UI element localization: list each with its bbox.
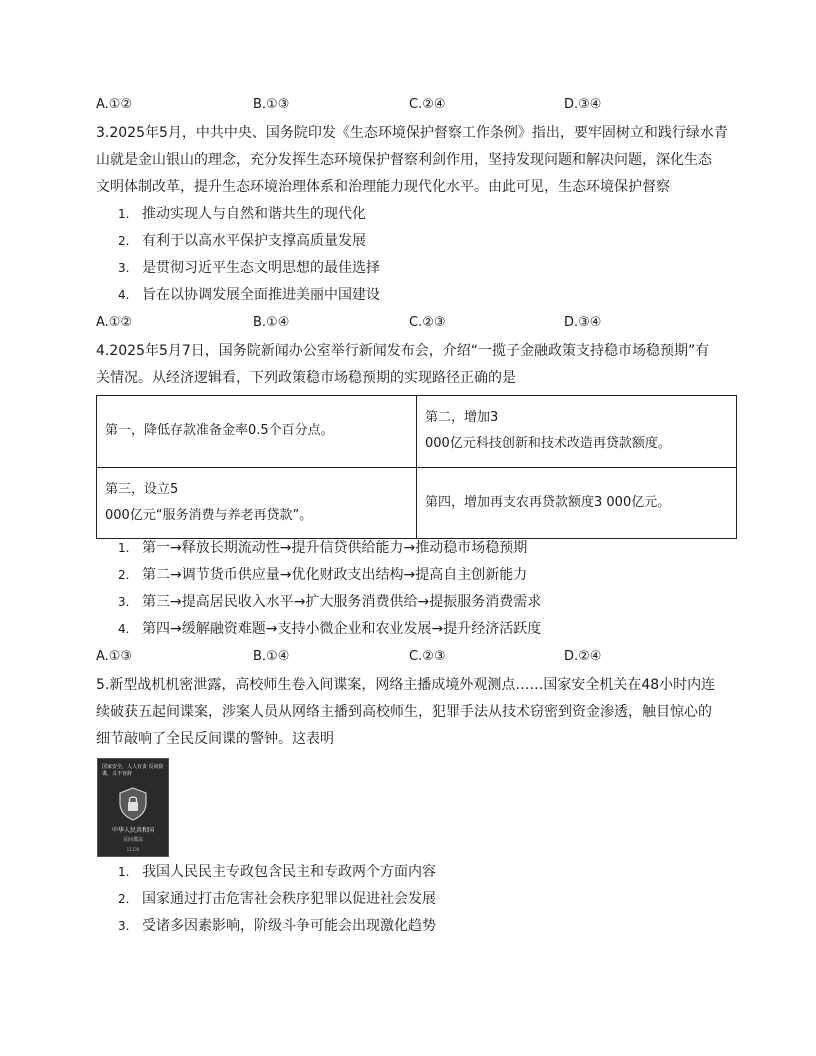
item-number: 2. bbox=[118, 234, 130, 248]
q3-item-4 bbox=[118, 285, 380, 305]
item-text: 国家通过打击危害社会秩序犯罪以促进社会发展 bbox=[142, 891, 436, 907]
item-number: 1. bbox=[118, 541, 130, 555]
q5-item-2 bbox=[118, 889, 436, 909]
cell-text: 第三，设立5 bbox=[105, 481, 179, 497]
poster-brand: 中华人民共和国 bbox=[111, 827, 154, 834]
item-text: 我国人民民主专政包含民主和专政两个方面内容 bbox=[142, 864, 436, 880]
policy-cell-4 bbox=[417, 467, 737, 539]
q4-stem-line: 4.2025年5月7日，国务院新闻办公室举行新闻发布会，介绍“一揽子金融政策支持稳市场稳预期”有 bbox=[96, 343, 710, 359]
q3-item-3 bbox=[118, 258, 380, 278]
item-text: 第二→调节货币供应量→优化财政支出结构→提高自主创新能力 bbox=[142, 567, 528, 583]
item-number: 1. bbox=[118, 865, 130, 879]
item-text: 受诸多因素影响，阶级斗争可能会出现激化趋势 bbox=[142, 918, 436, 934]
item-text: 第四→缓解融资难题→支持小微企业和农业发展→提升经济活跃度 bbox=[142, 621, 542, 637]
item-text: 第三→提高居民收入水平→扩大服务消费供给→提振服务消费需求 bbox=[142, 594, 542, 610]
option-a: A.①② bbox=[96, 97, 133, 112]
q3-stem-line: 3.2025年5月，中共中央、国务院印发《生态环境保护督察工作条例》指出，要牢固树立和践行绿水青 bbox=[96, 125, 728, 141]
cell-text: 第二，增加3 bbox=[425, 410, 499, 426]
poster-subtitle: 反间谍法 bbox=[122, 837, 143, 843]
item-text: 旨在以协调发展全面推进美丽中国建设 bbox=[142, 287, 380, 303]
option-b: B.①④ bbox=[253, 315, 290, 330]
poster-slogan: 国家安全，人人有责 反间防谍，义不容辞 bbox=[102, 764, 164, 777]
cell-text: 第四，增加再支农再贷款额度3 000亿元。 bbox=[425, 494, 671, 510]
option-d: D.③④ bbox=[564, 97, 602, 112]
q3-item-2 bbox=[118, 231, 366, 251]
q5-stem-line: 细节敲响了全民反间谍的警钟。这表明 bbox=[96, 731, 334, 747]
item-text: 推动实现人与自然和谐共生的现代化 bbox=[142, 206, 366, 222]
shield-lock-icon bbox=[118, 787, 148, 821]
item-number: 3. bbox=[118, 919, 130, 933]
q3-stem-line: 文明体制改革，提升生态环境治理体系和治理能力现代化水平。由此可见，生态环境保护督察 bbox=[96, 179, 670, 195]
anti-espionage-poster bbox=[97, 758, 169, 857]
q5-item-1 bbox=[118, 862, 436, 882]
option-c: C.②③ bbox=[409, 649, 446, 664]
poster-footer: 12339 bbox=[126, 847, 140, 852]
option-d: D.②④ bbox=[564, 649, 602, 664]
option-d: D.③④ bbox=[564, 315, 602, 330]
option-c: C.②③ bbox=[409, 315, 446, 330]
item-number: 4. bbox=[118, 288, 130, 302]
q3-stem-line: 山就是金山银山的理念，充分发挥生态环境保护督察利剑作用，坚持发现问题和解决问题，深化生态 bbox=[96, 152, 712, 168]
item-number: 3. bbox=[118, 261, 130, 275]
option-b: B.①③ bbox=[253, 97, 290, 112]
q3-item-1 bbox=[118, 204, 366, 224]
policy-cell-1 bbox=[97, 396, 417, 468]
policy-cell-2 bbox=[417, 396, 737, 468]
item-number: 3. bbox=[118, 595, 130, 609]
q3-options bbox=[96, 315, 736, 335]
cell-text: 000亿元“服务消费与养老再贷款”。 bbox=[105, 507, 313, 523]
q4-stem-line: 关情况。从经济逻辑看，下列政策稳市场稳预期的实现路径正确的是 bbox=[96, 370, 516, 386]
item-number: 2. bbox=[118, 892, 130, 906]
item-text: 是贯彻习近平生态文明思想的最佳选择 bbox=[142, 260, 380, 276]
q4-item-1 bbox=[118, 538, 527, 558]
cell-text: 第一，降低存款准备金率0.5个百分点。 bbox=[105, 423, 334, 439]
option-b: B.①④ bbox=[253, 649, 290, 664]
q4-item-2 bbox=[118, 565, 527, 585]
q5-item-3 bbox=[118, 916, 436, 936]
item-number: 1. bbox=[118, 207, 130, 221]
q4-item-4 bbox=[118, 619, 541, 639]
policy-table bbox=[96, 395, 737, 539]
cell-text: 000亿元科技创新和技术改造再贷款额度。 bbox=[425, 436, 671, 452]
option-a: A.①② bbox=[96, 315, 133, 330]
item-text: 第一→释放长期流动性→提升信贷供给能力→推动稳市场稳预期 bbox=[142, 540, 528, 556]
q2-options bbox=[96, 97, 736, 117]
item-number: 2. bbox=[118, 568, 130, 582]
option-c: C.②④ bbox=[409, 97, 446, 112]
option-a: A.①③ bbox=[96, 649, 133, 664]
item-number: 4. bbox=[118, 622, 130, 636]
item-text: 有利于以高水平保护支撑高质量发展 bbox=[142, 233, 366, 249]
q5-stem-line: 续破获五起间谍案，涉案人员从网络主播到高校师生，犯罪手法从技术窃密到资金渗透，触目惊心的 bbox=[96, 704, 712, 720]
q5-stem-line: 5.新型战机机密泄露，高校师生卷入间谍案，网络主播成境外观测点……国家安全机关在48小时内连 bbox=[96, 677, 716, 693]
q4-options bbox=[96, 649, 736, 669]
q4-item-3 bbox=[118, 592, 541, 612]
policy-cell-3 bbox=[97, 467, 417, 539]
